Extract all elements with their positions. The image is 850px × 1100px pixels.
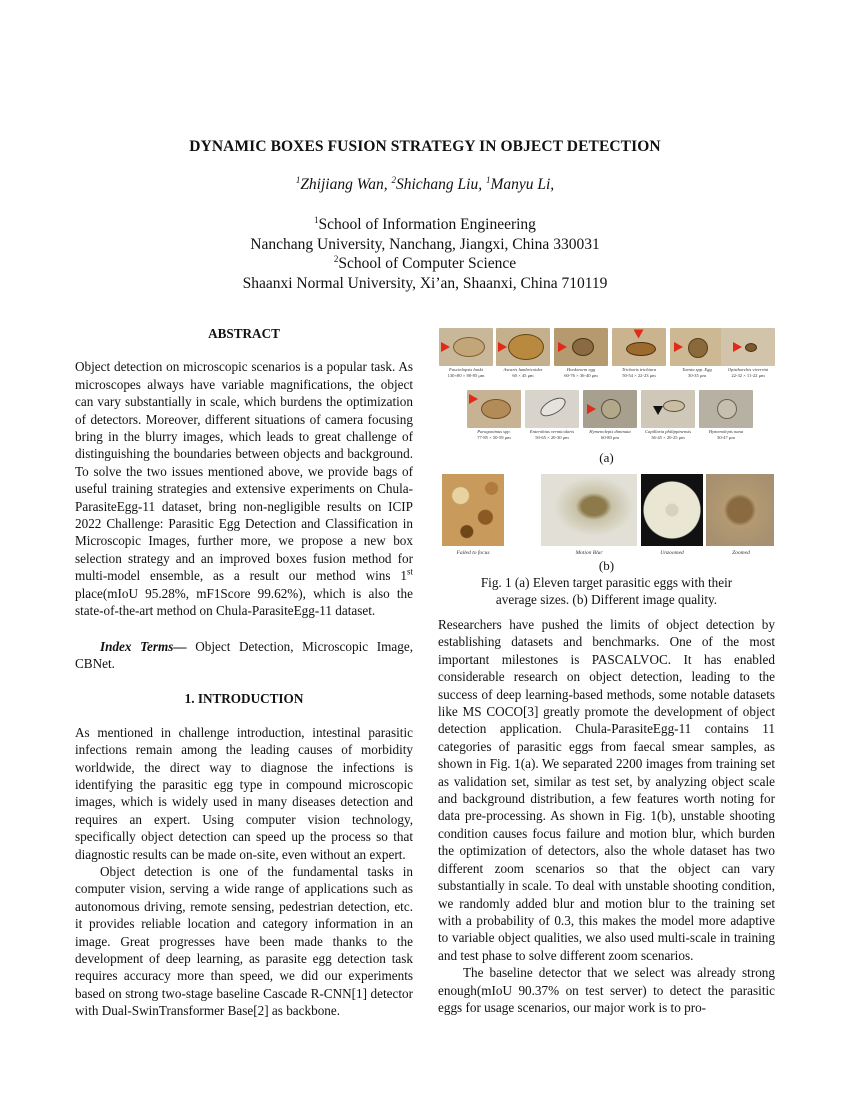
egg-row-2 <box>438 390 775 448</box>
affil-text: Shaanxi Normal University, Xi’an, Shaanxi, China 710119 <box>242 274 608 292</box>
index-terms <box>75 638 413 673</box>
affil-sup: 2 <box>333 254 339 265</box>
intro-paragraph-4: The baseline detector that we select was already strong enough(mIoU 90.37% on test server) to detect the parasitic eggs for usage scenarios, our major work is to pro- <box>438 965 775 1015</box>
affil-text: Nanchang University, Nanchang, Jiangxi, China 330031 <box>250 235 600 253</box>
egg-image <box>467 390 521 428</box>
index-terms-text: Object Detection, Microscopic Image, CBNet. <box>75 638 413 671</box>
quality-image-zoomed <box>706 474 774 546</box>
figure-subcaption-a: (a) <box>599 450 614 465</box>
affil-text: School of Information Engineering <box>318 216 536 233</box>
egg-caption: Fasciolopsis buski 130×80 × 80-85 μm <box>447 367 485 378</box>
egg-image <box>583 390 637 428</box>
egg-image <box>721 328 775 366</box>
abstract-heading: ABSTRACT <box>208 326 280 341</box>
quality-label: Failed to focus <box>456 550 490 556</box>
egg-caption: Trichuris trichiura 50-54 × 22-23 μm <box>621 367 657 378</box>
affiliation-line <box>0 215 850 235</box>
egg-caption: Hookworm egg 60-76 × 36-40 μm <box>564 367 598 378</box>
affiliation-line <box>0 274 850 294</box>
left-column <box>75 325 413 1020</box>
egg-caption: Hymenolepis diminuta 60-80 μm <box>589 429 631 440</box>
abstract-body-end: place(mIoU 95.28%, mF1Score 99.62%), which is also the state-of-the-art method on Chula-ParasiteEgg-11 dataset. <box>75 585 413 619</box>
right-column <box>438 616 775 1016</box>
intro-paragraph-2: Object detection is one of the fundamental tasks in computer vision, serving a wide range of applications such as autonomous driving, remote sensing, pedestrian detection, etc. it provides reliable location and category information in an image. Great progresses have been made thanks to the development of deep learning, as parasite egg detection task requires accuracy more than speed, we did our experiments based on strong two-stage baseline Cascade R-CNN[1] detector with Dual-SwinTransformer Base[2] as backbone. <box>75 863 413 1019</box>
abstract-body: Object detection on microscopic scenarios is a popular task. As microscopes always have variable magnifications, the object can vary substantially in scale, which burdens the optimization of detectors. Moreover, different situations of camera focusing bring in the blurry images, which leads to great challenge of distinguishing the boundaries between objects and background. To solve the two issues mentioned above, we provide bags of useful training strategies and extensive experiments on Chula-ParasiteEgg-11 dataset, bring non-negligible results on ICIP 2022 Challenge: Parasitic Egg Detection and Classification in Microscopic Images, further more, we propose a new box selection strategy and an improved boxes fusion method for multi-model ensemble, as a result our method wins 1 <box>75 359 413 584</box>
affiliations <box>0 215 850 293</box>
author-name: Shichang Liu, <box>395 176 486 193</box>
index-terms-label: Index Terms— <box>100 638 187 654</box>
abstract-sup: st <box>406 566 413 577</box>
egg-caption: Ascaris lumbricoides 60 × 45 μm <box>503 367 543 378</box>
egg-caption: Hymenolepis nana 30-47 μm <box>708 429 744 440</box>
egg-image <box>699 390 753 428</box>
egg-image <box>641 390 695 428</box>
author-affil-sup: 1 <box>295 174 301 185</box>
egg-image <box>612 328 666 366</box>
egg-image <box>554 328 608 366</box>
intro-heading: 1. INTRODUCTION <box>184 691 304 707</box>
egg-image <box>525 390 579 428</box>
egg-caption: Paragonimus spp. 77-85 × 50-59 μm <box>477 429 511 440</box>
egg-caption: Taenia spp. Egg 30-35 μm <box>682 367 712 378</box>
caption-line: average sizes. (b) Different image quality. <box>495 592 718 607</box>
egg-image <box>496 328 550 366</box>
egg-row-1 <box>438 328 775 386</box>
quality-image-motion-blur <box>541 474 637 546</box>
figure-1 <box>438 328 775 574</box>
paper-title: DYNAMIC BOXES FUSION STRATEGY IN OBJECT DETECTION <box>189 138 661 155</box>
quality-label: Zoomed <box>732 550 750 556</box>
intro-paragraph-3: Researchers have pushed the limits of object detection by establishing datasets and benchmarks. One of the most important milestones is PASCALVOC. It has enabled considerable research on object detection, leading to the success of deep learning-based methods, some notable datasets like MS COCO[3] greatly promote the development of object detection application. Chula-ParasiteEgg-11 contains 11 categories of parasitic eggs from faecal smear samples, as shown in Fig. 1(a). We separated 2200 images from training set as validation set, similar as test set, by analyzing object scale and background distribution, a few features worth noting for data pre-processing. As shown in Fig. 1(b), unstable shooting condition causes focus failure and motion blur, which burden the optimization of detectors, also the whole dataset has two different zoom scenarios so that the object can vary substantially in scale. To deal with unstable shooting condition, we randomly added blur and motion blur to the training set with a probability of 0.3, this makes the model more adaptive to variable object qualities, we also used multi-scale in training and test phase to solve different zoom scenarios. <box>438 617 775 963</box>
egg-image <box>670 328 724 366</box>
intro-paragraph-1: As mentioned in challenge introduction, intestinal parasitic infections remain among the leading causes of morbidity worldwide, the direct way to diagnose the infections is identifying the parasitic egg type in compound microscopic images, which is widely used in many diseases detection and requires an expert. Using computer vision technology, specifically object detection can speed up the process so that diagnostic results can be made on-site, even without an expert. <box>75 724 413 862</box>
quality-image-unzoomed <box>641 474 703 546</box>
author-name: Zhijiang Wan, <box>300 176 392 193</box>
egg-image <box>439 328 493 366</box>
author-affil-sup: 2 <box>391 174 396 185</box>
caption-line: Fig. 1 (a) Eleven target parasitic eggs with their <box>480 575 733 590</box>
egg-caption: Opisthorchis viverrini 22-32 × 11-22 μm <box>727 367 769 378</box>
abstract-text <box>75 358 413 619</box>
figure-subcaption-b: (b) <box>598 558 615 573</box>
affiliation-line <box>0 254 850 274</box>
figure-caption <box>438 574 775 608</box>
egg-caption: Enterobius vermicularis 50-65 × 20-30 μm <box>529 429 575 440</box>
affiliation-line <box>0 235 850 255</box>
quality-row <box>438 474 775 560</box>
author-name: Manyu Li, <box>490 176 555 193</box>
quality-label: Unzoomed <box>660 550 684 556</box>
author-list <box>0 176 850 194</box>
affil-text: School of Computer Science <box>338 255 517 273</box>
egg-caption: Capillaria philippinensis 36-45 × 20-25 μm <box>644 429 692 440</box>
quality-image-failed-focus <box>442 474 504 546</box>
affil-sup: 1 <box>314 214 319 225</box>
author-affil-sup: 1 <box>485 174 491 185</box>
quality-label: Motion Blur <box>575 550 603 556</box>
